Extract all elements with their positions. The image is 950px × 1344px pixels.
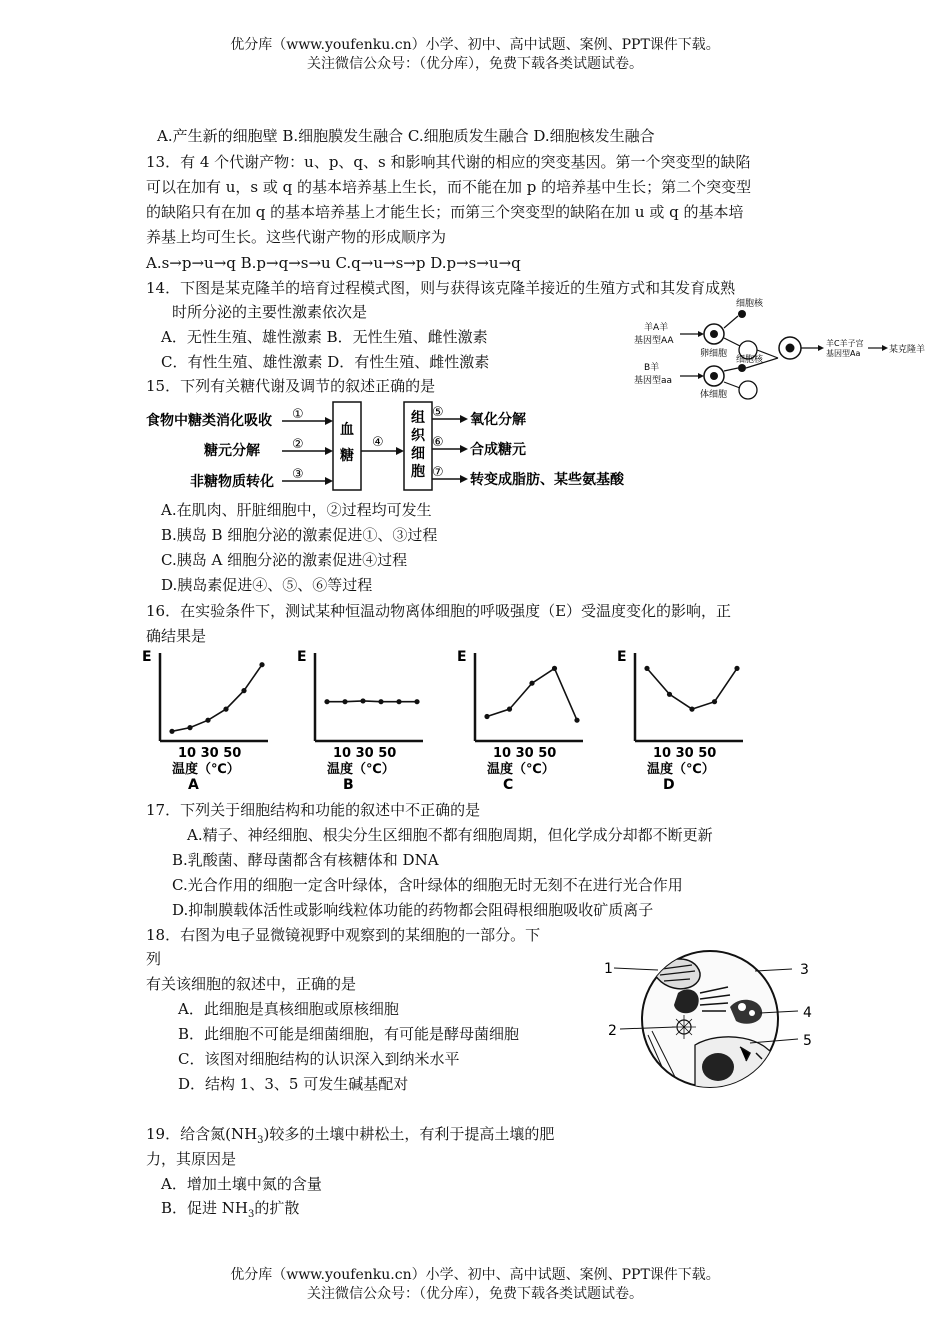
data-point — [552, 666, 557, 671]
q19-option-b-end: 的扩散 — [254, 1199, 300, 1217]
egg-cell-label: 卵细胞 — [700, 349, 728, 359]
data-point — [187, 725, 192, 730]
series-line — [327, 701, 417, 702]
q19-option-b-start: B．促进 NH — [161, 1199, 248, 1217]
header-line-2: 关注微信公众号：（优分库），免费下载各类试题试卷。 — [307, 56, 643, 72]
q15-option-d: D.胰岛素促进④、⑤、⑥等过程 — [161, 576, 373, 594]
data-point — [223, 707, 228, 712]
q19-line-1-start: 19．给含氮(NH — [146, 1125, 258, 1143]
data-point — [396, 699, 401, 704]
q18-option-a: A．此细胞是真核细胞或原核细胞 — [178, 1000, 399, 1018]
data-point — [644, 666, 649, 671]
y-axis-label: E — [457, 649, 467, 665]
graph-letter: A — [188, 777, 199, 790]
sheep-b-label: B羊 — [644, 363, 660, 373]
clone-sheep-diagram — [630, 296, 930, 414]
q13-options: A.s→p→u→q B.p→q→s→u C.q→u→s→p D.p→s→u→q — [146, 254, 521, 272]
src-food-digestion: 食物中糖类消化吸收 — [146, 413, 272, 429]
data-point — [205, 718, 210, 723]
step-4-label: ④ — [372, 435, 384, 450]
step-2-label: ② — [292, 437, 304, 452]
q19-option-b — [161, 1198, 299, 1225]
graph-c — [457, 649, 583, 790]
blood-sugar-box — [333, 402, 361, 490]
step-3-label: ③ — [292, 467, 304, 482]
step-6-label: ⑥ — [432, 435, 444, 450]
blood-sugar-char-1: 血 — [340, 422, 354, 438]
q18-line-3: 有关该细胞的叙述中，正确的是 — [146, 975, 357, 993]
q16-line-2: 确结果是 — [146, 627, 207, 645]
tissue-cell-char-2: 织 — [411, 428, 425, 444]
q13-line-4: 养基上均可生长。这些代谢产物的形成顺序为 — [146, 228, 447, 246]
y-axis-label: E — [297, 649, 307, 665]
x-axis-label: 温度（℃） — [327, 762, 395, 777]
graph-letter: B — [343, 777, 354, 790]
data-point — [414, 699, 419, 704]
out-oxidation: 氧化分解 — [470, 412, 526, 428]
series-line — [172, 665, 262, 732]
x-axis-label: 温度（℃） — [647, 762, 715, 777]
q14-line-2: 时所分泌的主要性激素依次是 — [172, 303, 368, 321]
genotype-aa-upper-label: 基因型AA — [634, 336, 674, 346]
cell-micrograph — [600, 935, 825, 1103]
respiration-graphs-svg — [140, 645, 780, 790]
data-point — [378, 699, 383, 704]
q19-option-a: A．增加土壤中氮的含量 — [161, 1175, 322, 1193]
q18-option-c: C．该图对细胞结构的认识深入到纳米水平 — [178, 1050, 460, 1068]
q19-option-b-subscript: 3 — [248, 1209, 255, 1220]
q15-option-c: C.胰岛 A 细胞分泌的激素促进④过程 — [161, 551, 408, 569]
q19-subscript: 3 — [257, 1135, 264, 1146]
src-nonsugar-conversion: 非糖物质转化 — [190, 474, 274, 490]
top-nucleus-dot — [738, 310, 746, 318]
top-nucleus-label: 细胞核 — [736, 299, 764, 309]
respiration-graphs — [140, 645, 780, 790]
step-1-label: ① — [292, 407, 304, 422]
q17-option-c: C.光合作用的细胞一定含叶绿体，含叶绿体的细胞无时无刻不在进行光合作用 — [172, 876, 683, 894]
q15-option-a: A.在肌肉、肝脏细胞中，②过程均可发生 — [161, 501, 432, 519]
bottom-nucleus-label: 细胞核 — [736, 355, 764, 365]
out-glycogen-synthesis: 合成糖元 — [470, 442, 526, 458]
label-5: 5 — [803, 1033, 812, 1049]
q15-option-b: B.胰岛 B 细胞分泌的激素促进①、③过程 — [161, 526, 438, 544]
graph-b — [297, 649, 423, 790]
data-point — [324, 699, 329, 704]
genotype-aa-c-label: 基因型Aa — [826, 349, 861, 358]
data-point — [169, 729, 174, 734]
q18-option-d: D．结构 1、3、5 可发生碱基配对 — [178, 1075, 409, 1093]
data-point — [689, 707, 694, 712]
data-point — [241, 688, 246, 693]
data-point — [484, 714, 489, 719]
q17-option-a: A.精子、神经细胞、根尖分生区细胞不都有细胞周期，但化学成分却都不断更新 — [187, 826, 713, 844]
x-axis-label: 温度（℃） — [172, 762, 240, 777]
nucleolus-structure — [702, 1053, 734, 1081]
tissue-cell-char-3: 细 — [411, 446, 425, 462]
q13-line-2: 可以在加有 u，s 或 q 的基本培养基上生长，而不能在加 p 的培养基中生长；第二个突变型 — [146, 178, 752, 196]
out-fat-aminoacid: 转变成脂肪、某些氨基酸 — [470, 472, 624, 488]
q14-option-cd: C．有性生殖、雄性激素 D．有性生殖、雌性激素 — [161, 353, 490, 371]
label-1: 1 — [604, 961, 613, 977]
footer-line-1: 优分库（www.youfenku.cn）小学、初中、高中试题、案例、PPT课件下载。 — [230, 1267, 720, 1283]
tissue-cell-char-4: 胞 — [411, 464, 425, 480]
body-cell-remnant-circle — [739, 381, 757, 399]
q19-line-1 — [146, 1124, 554, 1151]
footer-line-2: 关注微信公众号：（优分库），免费下载各类试题试卷。 — [307, 1286, 643, 1302]
q13-line-3: 的缺陷只有在加 q 的基本培养基上才能生长；而第三个突变型的缺陷在加 u 或 q 的基本培 — [146, 203, 744, 221]
series-line — [487, 668, 577, 720]
q18-line-1: 18．右图为电子显微镜视野中观察到的某细胞的一部分。下 — [146, 926, 541, 944]
q19-line-1-end: )较多的土壤中耕松土，有利于提高土壤的肥 — [263, 1125, 555, 1143]
x-tick-labels: 10 30 50 — [493, 746, 557, 761]
label-3: 3 — [800, 962, 809, 978]
q17-option-d: D.抑制膜载体活性或影响线粒体功能的药物都会阻碍根细胞吸收矿质离子 — [172, 901, 654, 919]
graph-d — [617, 649, 743, 790]
x-axis-label: 温度（℃） — [487, 762, 555, 777]
data-point — [360, 698, 365, 703]
label-4: 4 — [803, 1005, 812, 1021]
graph-a — [142, 649, 268, 790]
y-axis-label: E — [617, 649, 627, 665]
tissue-cell-char-1: 组 — [411, 410, 425, 426]
series-line — [647, 668, 737, 709]
clone-sheep-label: 某克隆羊 — [889, 345, 926, 355]
q12-options: A.产生新的细胞壁 B.细胞膜发生融合 C.细胞质发生融合 D.细胞核发生融合 — [157, 127, 655, 145]
graph-letter: D — [663, 777, 675, 790]
q16-line-1: 16．在实验条件下，测试某种恒温动物离体细胞的呼吸强度（E）受温度变化的影响，正 — [146, 602, 732, 620]
q17-line-1: 17．下列关于细胞结构和功能的叙述中不正确的是 — [146, 801, 481, 819]
data-point — [574, 718, 579, 723]
data-point — [712, 699, 717, 704]
data-point — [259, 662, 264, 667]
body-cell-label: 体细胞 — [700, 390, 728, 400]
sugar-metabolism-diagram — [142, 398, 662, 498]
data-point — [507, 707, 512, 712]
sheep-c-uterus-label: 羊C羊子宫 — [826, 339, 864, 348]
q18-line-2: 列 — [146, 950, 162, 968]
genotype-aa-lower-label: 基因型aa — [634, 376, 673, 386]
step-5-label: ⑤ — [432, 405, 444, 420]
q13-line-1: 13．有 4 个代谢产物：u、p、q、s 和影响其代谢的相应的突变基因。第一个突变型的缺陷 — [146, 153, 751, 171]
src-glycogen-breakdown: 糖元分解 — [204, 443, 260, 459]
step-7-label: ⑦ — [432, 465, 444, 480]
bottom-nucleus-dot — [738, 364, 746, 372]
data-point — [667, 692, 672, 697]
data-point — [529, 681, 534, 686]
q14-line-1: 14．下图是某克隆羊的培育过程模式图，则与获得该克隆羊接近的生殖方式和其发育成熟 — [146, 279, 736, 297]
data-point — [342, 699, 347, 704]
label-2: 2 — [608, 1023, 617, 1039]
data-point — [734, 666, 739, 671]
sheep-a-label: 羊A羊 — [644, 323, 669, 333]
header-line-1: 优分库（www.youfenku.cn）小学、初中、高中试题、案例、PPT课件下载。 — [230, 37, 720, 53]
blood-sugar-char-2: 糖 — [340, 448, 354, 464]
y-axis-label: E — [142, 649, 152, 665]
x-tick-labels: 10 30 50 — [333, 746, 397, 761]
x-tick-labels: 10 30 50 — [178, 746, 242, 761]
q15-line-1: 15．下列有关糖代谢及调节的叙述正确的是 — [146, 377, 436, 395]
graph-letter: C — [503, 777, 514, 790]
q18-option-b: B．此细胞不可能是细菌细胞，有可能是酵母菌细胞 — [178, 1025, 520, 1043]
q17-option-b: B.乳酸菌、酵母菌都含有核糖体和 DNA — [172, 851, 439, 869]
q14-option-ab: A．无性生殖、雄性激素 B．无性生殖、雌性激素 — [161, 328, 488, 346]
q19-line-2: 力，其原因是 — [146, 1150, 237, 1168]
x-tick-labels: 10 30 50 — [653, 746, 717, 761]
